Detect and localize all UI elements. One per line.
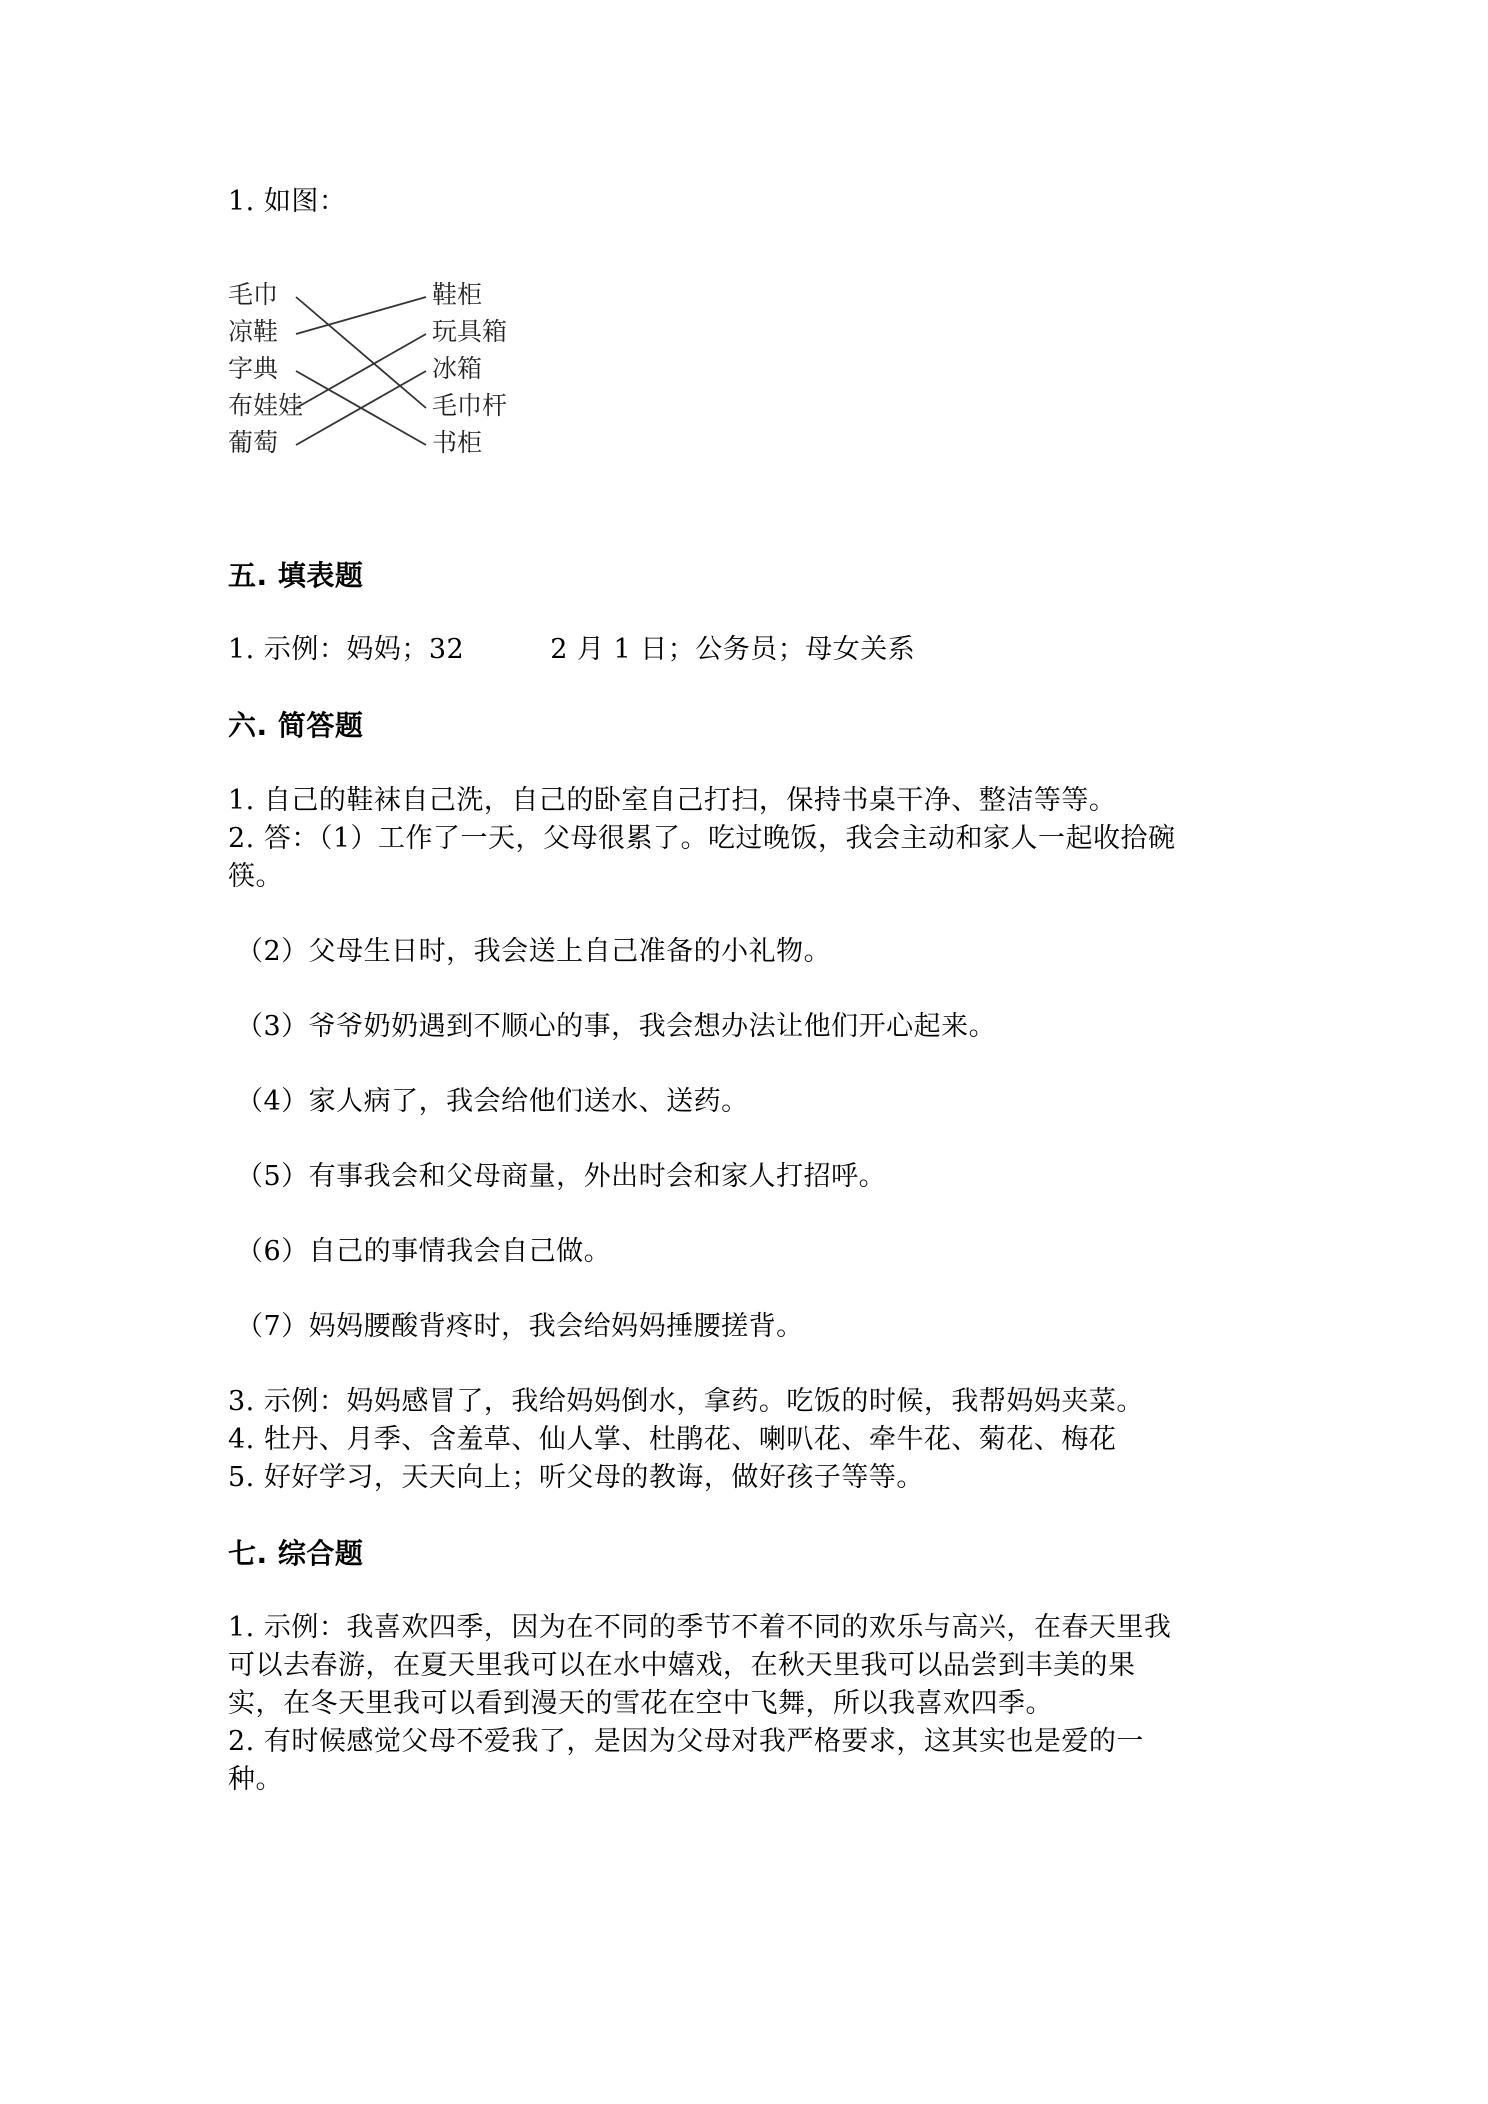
section6-answer-2-line-2: 筷。 xyxy=(228,861,283,892)
section6-answer-4: 4. 牡丹、月季、含羞草、仙人掌、杜鹃花、喇叭花、牵牛花、菊花、梅花 xyxy=(228,1424,1117,1455)
match-left-item: 字典 xyxy=(228,354,279,383)
section6-answer-2-item-2: （2）父母生日时，我会送上自己准备的小礼物。 xyxy=(236,936,832,967)
match-left-item: 凉鞋 xyxy=(228,317,279,346)
section6-answer-2-item-7: （7）妈妈腰酸背疼时，我会给妈妈捶腰搓背。 xyxy=(236,1311,804,1342)
section6-answer-2-item-5: （5）有事我会和父母商量，外出时会和家人打招呼。 xyxy=(236,1161,887,1192)
section7-answer-2-line-1: 2. 有时候感觉父母不爱我了，是因为父母对我严格要求，这其实也是爱的一 xyxy=(228,1726,1144,1757)
section6-answer-1: 1. 自己的鞋袜自己洗，自己的卧室自己打扫，保持书桌干净、整洁等等。 xyxy=(228,785,1117,816)
match-left-item: 葡萄 xyxy=(228,428,279,457)
intro-text: 1. 如图： xyxy=(228,186,347,217)
section6-answer-2-line-1: 2. 答：（1）工作了一天，父母很累了。吃过晚饭，我会主动和家人一起收拾碗 xyxy=(228,823,1176,854)
section7-answer-1-line-1: 1. 示例：我喜欢四季，因为在不同的季节不着不同的欢乐与高兴，在春天里我 xyxy=(228,1612,1172,1643)
match-link-line xyxy=(296,334,426,408)
match-right-item: 玩具箱 xyxy=(432,317,508,346)
section7-answer-1-line-2: 可以去春游，在夏天里我可以在水中嬉戏，在秋天里我可以品尝到丰美的果 xyxy=(228,1650,1136,1681)
section6-answer-5: 5. 好好学习，天天向上；听父母的教诲，做好孩子等等。 xyxy=(228,1462,924,1493)
match-right-item: 书柜 xyxy=(432,428,483,457)
section6-answer-2-item-6: （6）自己的事情我会自己做。 xyxy=(236,1236,612,1267)
match-link-line xyxy=(296,297,426,408)
section7-answer-2-line-2: 种。 xyxy=(228,1764,283,1795)
match-right-item: 冰箱 xyxy=(432,354,483,383)
section6-answer-2-item-4: （4）家人病了，我会给他们送水、送药。 xyxy=(236,1086,749,1117)
section6-title: 六. 简答题 xyxy=(228,709,364,742)
section7-title: 七. 综合题 xyxy=(228,1537,364,1570)
match-left-item: 毛巾 xyxy=(228,280,279,309)
match-right-item: 毛巾杆 xyxy=(432,391,508,420)
section5-answer-1-part-b: 2 月 1 日；公务员；母女关系 xyxy=(550,634,916,665)
section7-answer-1-line-3: 实，在冬天里我可以看到漫天的雪花在空中飞舞，所以我喜欢四季。 xyxy=(228,1688,1053,1719)
matching-diagram xyxy=(228,276,528,476)
match-link-line xyxy=(296,297,426,334)
section5-title: 五. 填表题 xyxy=(228,559,364,592)
section5-answer-1 xyxy=(228,632,915,668)
section6-answer-2-item-3: （3）爷爷奶奶遇到不顺心的事，我会想办法让他们开心起来。 xyxy=(236,1011,997,1042)
section5-answer-1-part-a: 1. 示例：妈妈；32 xyxy=(228,634,465,665)
match-left-item: 布娃娃 xyxy=(228,391,304,420)
match-right-item: 鞋柜 xyxy=(432,280,483,309)
section6-answer-3: 3. 示例：妈妈感冒了，我给妈妈倒水，拿药。吃饭的时候，我帮妈妈夹菜。 xyxy=(228,1386,1144,1417)
